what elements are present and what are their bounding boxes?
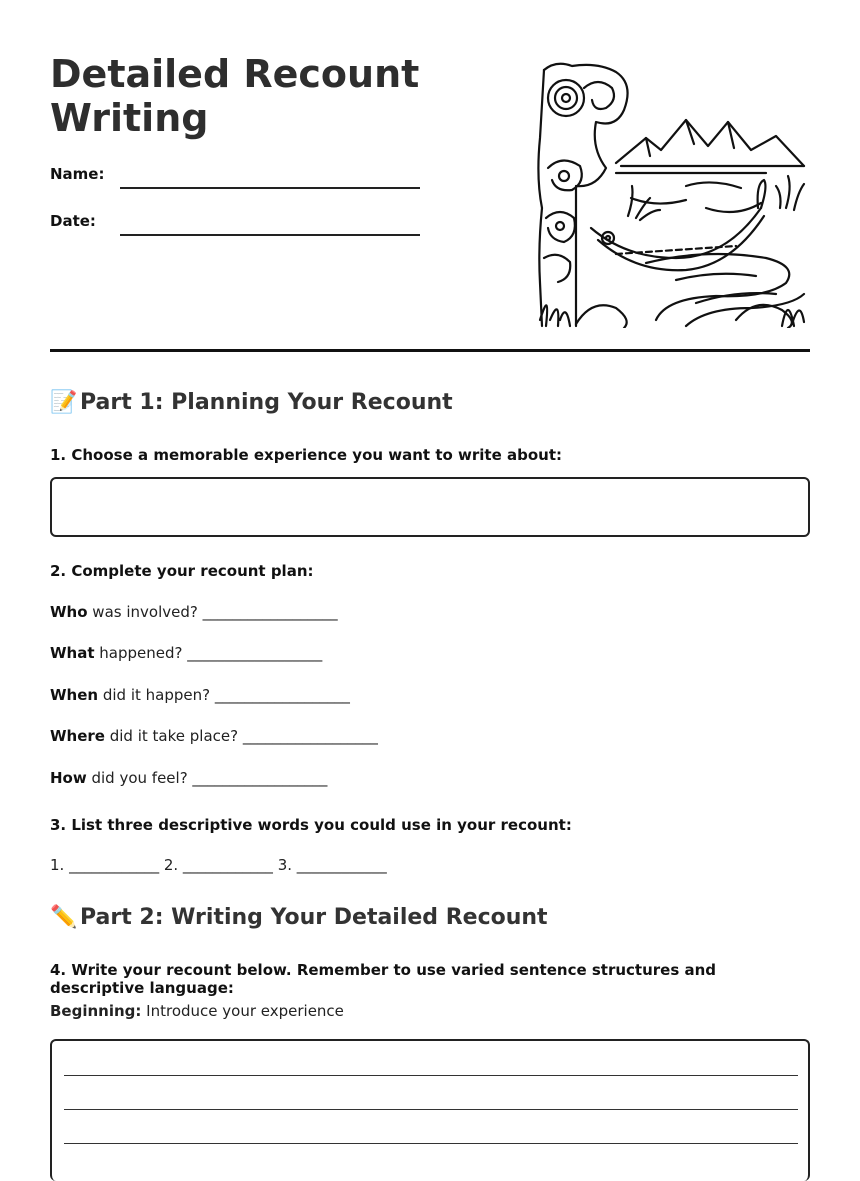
plan-item-when[interactable] <box>50 686 350 704</box>
part1-heading-text: Part 1: Planning Your Recount <box>80 390 453 415</box>
plan-prompt: did it take place? __________________ <box>104 727 378 745</box>
plan-item-what[interactable] <box>50 644 322 662</box>
plan-key: What <box>50 644 95 662</box>
beginning-text: Introduce your experience <box>141 1002 344 1020</box>
descriptive-words-line[interactable]: 1. ____________ 2. ____________ 3. ____________ <box>50 856 387 874</box>
plan-prompt: did you feel? __________________ <box>86 769 328 787</box>
plan-prompt: was involved? __________________ <box>87 603 338 621</box>
question-1: 1. Choose a memorable experience you want to write about: <box>50 446 562 464</box>
name-line[interactable] <box>120 187 420 189</box>
experience-answer-box[interactable] <box>50 477 810 537</box>
plan-key: Where <box>50 727 105 745</box>
part2-heading <box>50 905 548 930</box>
writing-line[interactable] <box>64 1143 798 1144</box>
part2-heading-text: Part 2: Writing Your Detailed Recount <box>80 905 548 930</box>
question-3: 3. List three descriptive words you could use in your recount: <box>50 816 572 834</box>
plan-item-where[interactable] <box>50 727 378 745</box>
plan-key: When <box>50 686 99 704</box>
beginning-prompt <box>50 1002 344 1020</box>
question-2: 2. Complete your recount plan: <box>50 562 314 580</box>
beginning-key: Beginning: <box>50 1002 142 1020</box>
memo-icon: 📝 <box>50 390 78 415</box>
worksheet-page <box>50 0 810 1020</box>
plan-key: Who <box>50 603 88 621</box>
date-label: Date: <box>50 212 96 230</box>
carved-canoe-illustration <box>536 58 808 328</box>
part1-heading <box>50 390 453 415</box>
worksheet-header <box>50 0 810 352</box>
name-label: Name: <box>50 165 105 183</box>
date-line[interactable] <box>120 234 420 236</box>
plan-prompt: did it happen? __________________ <box>98 686 350 704</box>
header-divider <box>50 349 810 352</box>
writing-line[interactable] <box>64 1109 798 1110</box>
plan-item-who[interactable] <box>50 603 338 621</box>
plan-key: How <box>50 769 87 787</box>
writing-line[interactable] <box>64 1075 798 1076</box>
question-4: 4. Write your recount below. Remember to use varied sentence structures and descriptive language: <box>50 961 717 997</box>
page-title: Detailed Recount Writing <box>50 52 420 140</box>
plan-item-how[interactable] <box>50 769 327 787</box>
pencil-icon: ✏️ <box>50 905 78 930</box>
beginning-writing-box[interactable] <box>50 1039 810 1181</box>
plan-prompt: happened? __________________ <box>94 644 323 662</box>
